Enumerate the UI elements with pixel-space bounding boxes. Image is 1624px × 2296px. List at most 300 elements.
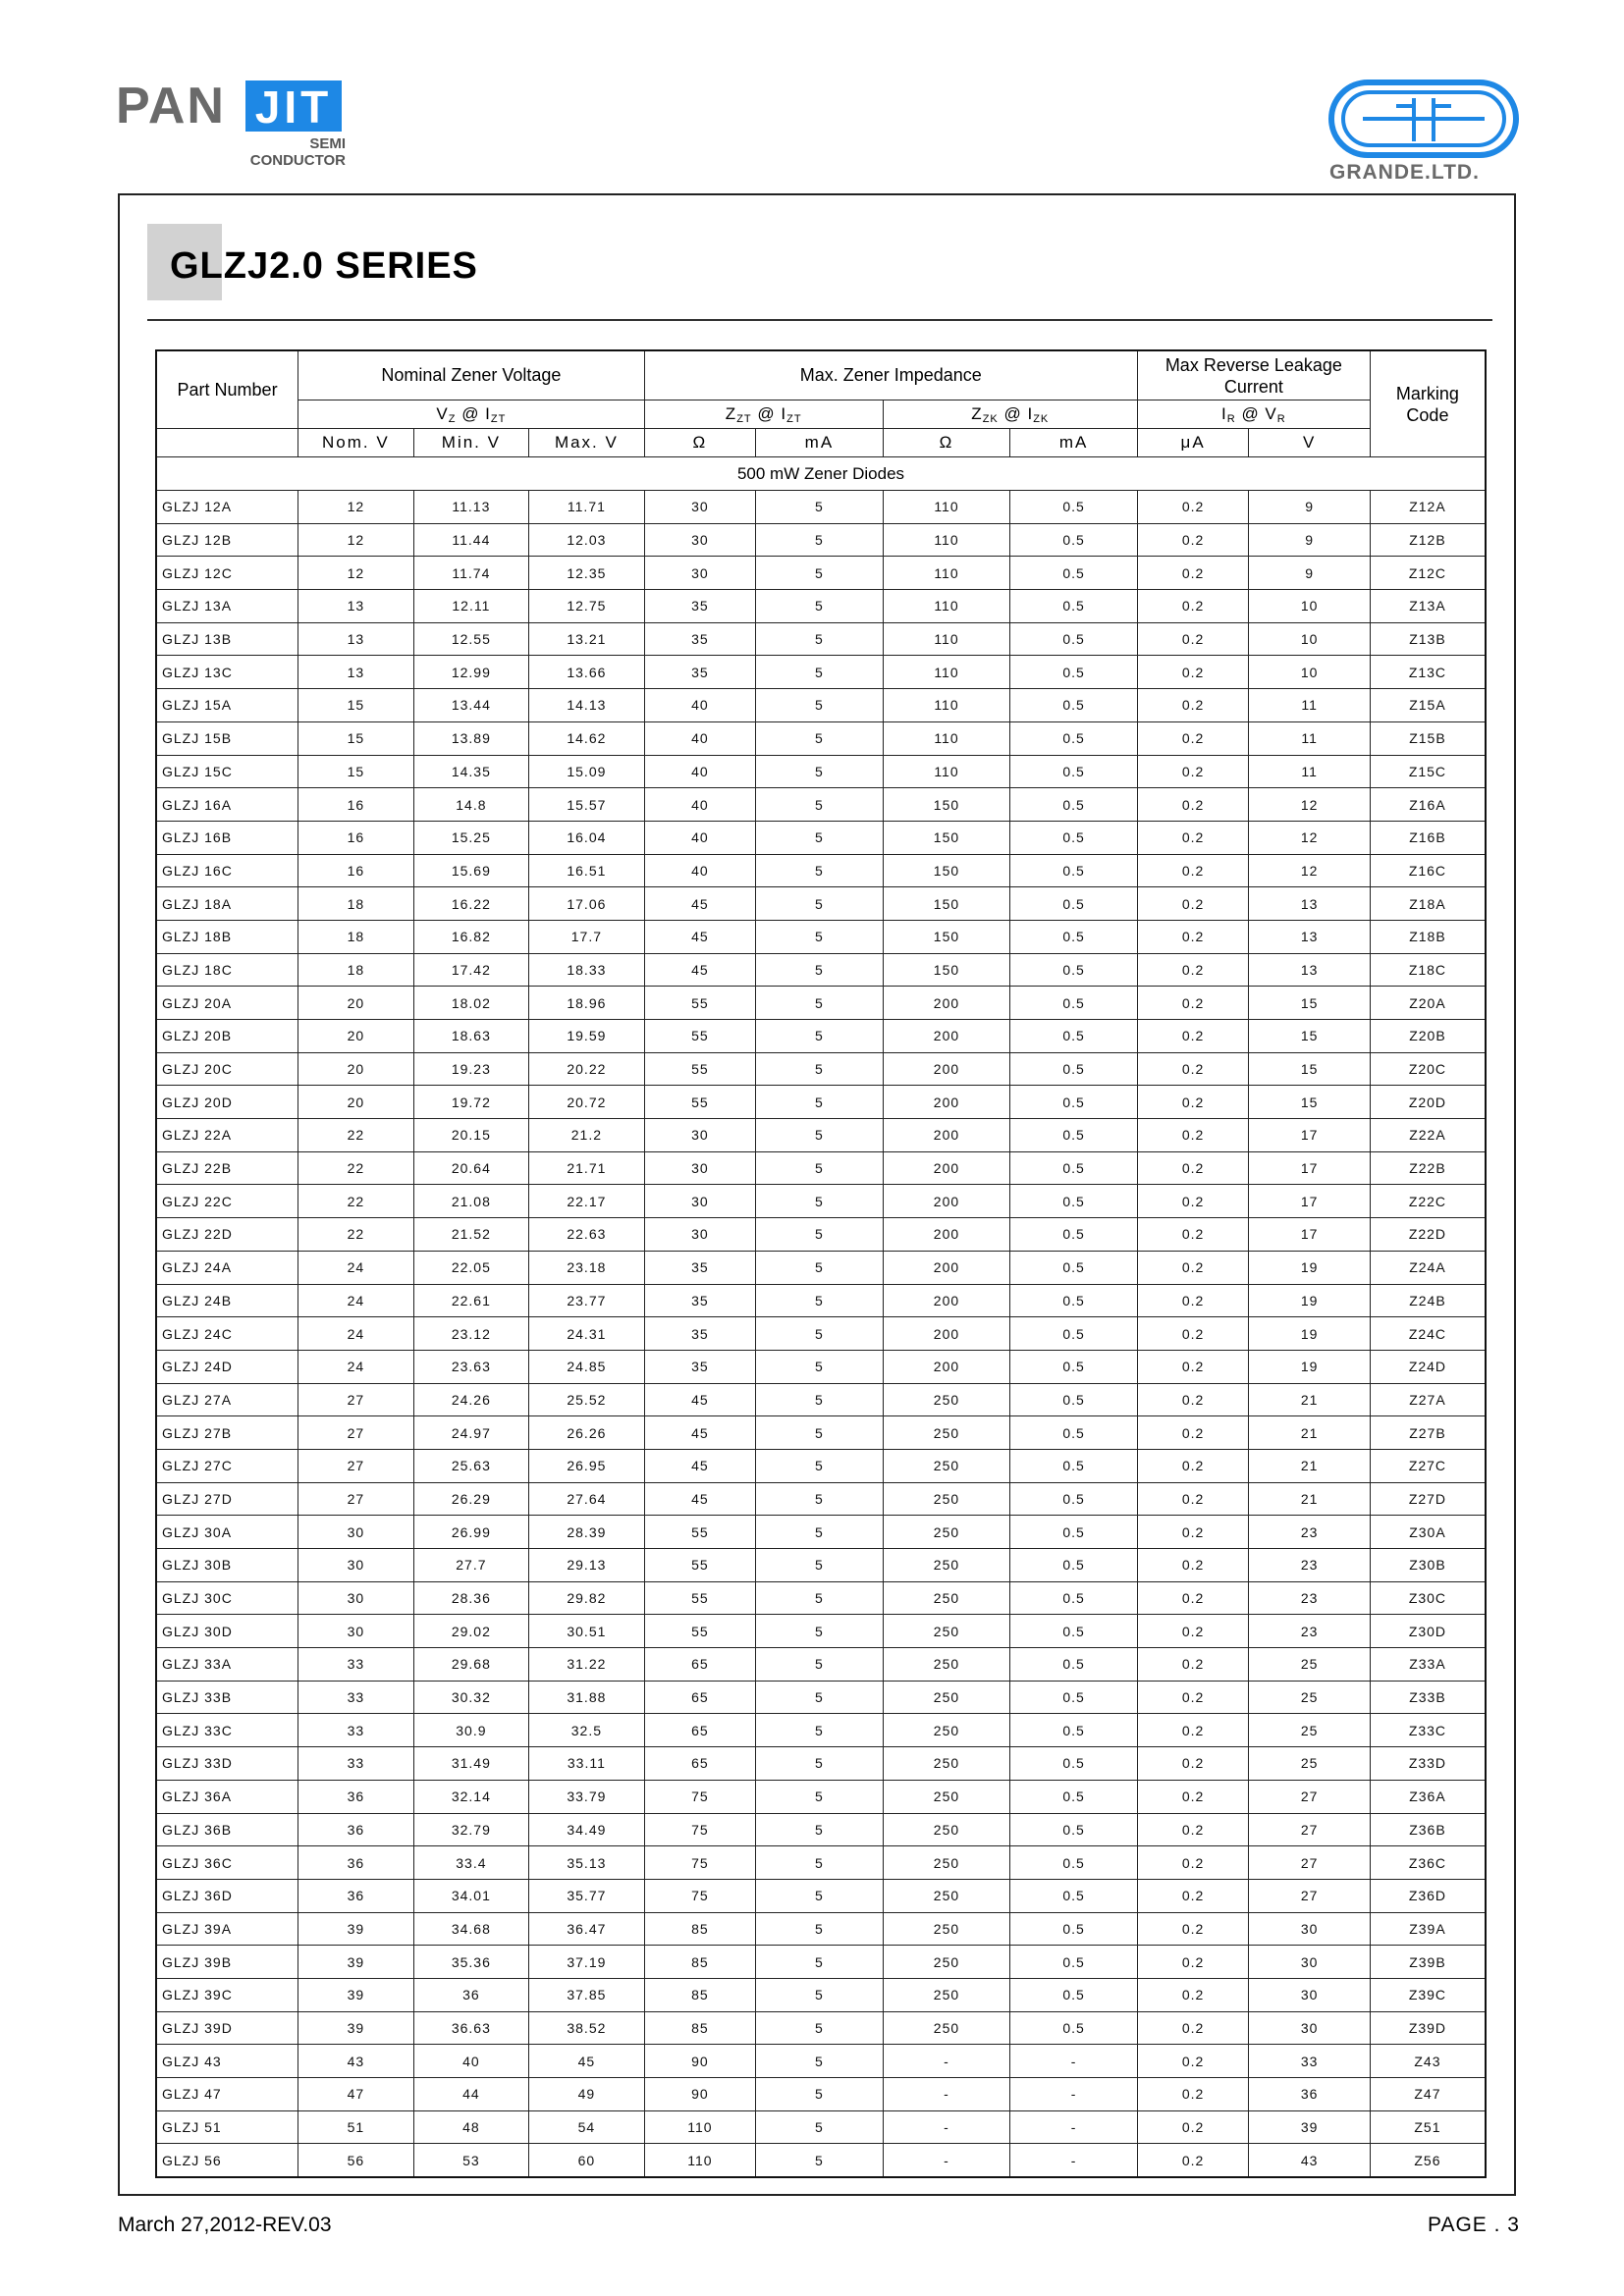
table-cell: 0.2 — [1137, 953, 1248, 987]
table-cell: 5 — [756, 1317, 884, 1351]
table-cell: 15 — [298, 755, 414, 788]
footer-date-revision: March 27,2012-REV.03 — [118, 2214, 332, 2236]
table-cell: 200 — [883, 1185, 1010, 1218]
table-cell: 15 — [1249, 1020, 1371, 1053]
table-cell: 22.17 — [529, 1185, 645, 1218]
table-cell: 35 — [644, 1317, 755, 1351]
table-cell: 23.18 — [529, 1251, 645, 1284]
table-cell: 36.63 — [413, 2011, 529, 2045]
table-cell: - — [883, 2144, 1010, 2177]
table-cell: 11 — [1249, 689, 1371, 722]
table-cell: 150 — [883, 821, 1010, 854]
marking-code-cell: Z30A — [1370, 1516, 1486, 1549]
table-row — [156, 1978, 1486, 2011]
table-cell: 27.64 — [529, 1482, 645, 1516]
table-cell: 16 — [298, 821, 414, 854]
table-cell: 23.12 — [413, 1317, 529, 1351]
table-cell: 33 — [298, 1681, 414, 1714]
table-cell: 30.51 — [529, 1615, 645, 1648]
table-cell: 40 — [644, 689, 755, 722]
unit-cell: Ω — [644, 429, 755, 457]
table-cell: 26.99 — [413, 1516, 529, 1549]
table-cell: 44 — [413, 2078, 529, 2111]
table-cell: 0.5 — [1010, 1482, 1138, 1516]
table-cell: 5 — [756, 656, 884, 689]
table-cell: 26.95 — [529, 1449, 645, 1482]
marking-code-cell: Z24C — [1370, 1317, 1486, 1351]
table-cell: 55 — [644, 1615, 755, 1648]
table-cell: 0.2 — [1137, 1218, 1248, 1252]
table-cell: 5 — [756, 590, 884, 623]
table-cell: 14.8 — [413, 788, 529, 822]
table-row — [156, 1516, 1486, 1549]
table-cell: 75 — [644, 1879, 755, 1912]
marking-code-cell: Z22D — [1370, 1218, 1486, 1252]
table-cell: 5 — [756, 1581, 884, 1615]
table-cell: 14.13 — [529, 689, 645, 722]
table-cell: - — [883, 2045, 1010, 2078]
table-cell: 5 — [756, 1284, 884, 1317]
table-cell: 250 — [883, 1978, 1010, 2011]
table-cell: 150 — [883, 920, 1010, 953]
table-cell: 200 — [883, 1284, 1010, 1317]
part-number-cell: GLZJ 24B — [156, 1284, 298, 1317]
table-cell: 45 — [644, 887, 755, 921]
section-label: 500 mW Zener Diodes — [156, 457, 1486, 491]
table-cell: 38.52 — [529, 2011, 645, 2045]
table-row — [156, 491, 1486, 524]
table-cell: - — [883, 2110, 1010, 2144]
table-cell: 200 — [883, 1119, 1010, 1152]
table-cell: 5 — [756, 1185, 884, 1218]
table-cell: 0.5 — [1010, 1648, 1138, 1682]
marking-code-cell: Z36A — [1370, 1780, 1486, 1813]
table-cell: 90 — [644, 2045, 755, 2078]
table-cell: 12.03 — [529, 523, 645, 557]
table-cell: 35.77 — [529, 1879, 645, 1912]
table-cell: 30 — [644, 1119, 755, 1152]
table-cell: 5 — [756, 987, 884, 1020]
marking-code-cell: Z27C — [1370, 1449, 1486, 1482]
table-cell: 37.85 — [529, 1978, 645, 2011]
table-cell: 40 — [644, 821, 755, 854]
table-cell: 60 — [529, 2144, 645, 2177]
marking-code-cell: Z43 — [1370, 2045, 1486, 2078]
table-cell: 110 — [883, 557, 1010, 590]
marking-code-cell: Z15B — [1370, 721, 1486, 755]
table-cell: 55 — [644, 1516, 755, 1549]
table-cell: 5 — [756, 1350, 884, 1383]
table-cell: 13 — [298, 656, 414, 689]
table-cell: 0.5 — [1010, 1020, 1138, 1053]
table-cell: 32.14 — [413, 1780, 529, 1813]
table-cell: 0.2 — [1137, 1946, 1248, 1979]
table-cell: 17 — [1249, 1185, 1371, 1218]
table-cell: 20 — [298, 1086, 414, 1119]
table-cell: 15 — [298, 721, 414, 755]
table-cell: 0.2 — [1137, 788, 1248, 822]
table-cell: 0.5 — [1010, 1747, 1138, 1781]
table-cell: 200 — [883, 1218, 1010, 1252]
part-number-cell: GLZJ 20A — [156, 987, 298, 1020]
table-cell: 24.97 — [413, 1416, 529, 1450]
marking-code-cell: Z24D — [1370, 1350, 1486, 1383]
table-cell: 30 — [1249, 1912, 1371, 1946]
unit-cell: Ω — [883, 429, 1010, 457]
table-row — [156, 1119, 1486, 1152]
table-cell: 250 — [883, 1681, 1010, 1714]
table-row — [156, 1846, 1486, 1880]
header-blank — [156, 429, 298, 457]
table-cell: 200 — [883, 1020, 1010, 1053]
table-cell: 33 — [298, 1747, 414, 1781]
table-cell: 0.5 — [1010, 821, 1138, 854]
header-vz-at-izt — [298, 400, 645, 429]
marking-code-cell: Z39D — [1370, 2011, 1486, 2045]
table-cell: 0.2 — [1137, 1846, 1248, 1880]
table-cell: 11.74 — [413, 557, 529, 590]
table-cell: 13 — [298, 622, 414, 656]
table-cell: 18.02 — [413, 987, 529, 1020]
marking-code-cell: Z33D — [1370, 1747, 1486, 1781]
table-cell: 25 — [1249, 1681, 1371, 1714]
table-cell: 0.2 — [1137, 920, 1248, 953]
table-cell: 0.5 — [1010, 1978, 1138, 2011]
table-row — [156, 1581, 1486, 1615]
table-cell: 0.2 — [1137, 1449, 1248, 1482]
table-cell: 0.2 — [1137, 1284, 1248, 1317]
table-row — [156, 887, 1486, 921]
table-cell: 5 — [756, 953, 884, 987]
table-cell: - — [883, 2078, 1010, 2111]
table-cell: 13 — [298, 590, 414, 623]
marking-code-cell: Z18A — [1370, 887, 1486, 921]
table-cell: 13 — [1249, 887, 1371, 921]
table-cell: 12 — [1249, 788, 1371, 822]
table-cell: 0.2 — [1137, 1416, 1248, 1450]
table-cell: 75 — [644, 1813, 755, 1846]
table-cell: 39 — [298, 1946, 414, 1979]
table-cell: 30 — [644, 1185, 755, 1218]
part-number-cell: GLZJ 27B — [156, 1416, 298, 1450]
table-cell: 22.63 — [529, 1218, 645, 1252]
panjit-logo-left: PAN — [116, 78, 226, 134]
marking-code-cell: Z15A — [1370, 689, 1486, 722]
table-cell: 5 — [756, 1978, 884, 2011]
table-cell: 0.2 — [1137, 1317, 1248, 1351]
table-cell: 250 — [883, 1482, 1010, 1516]
table-cell: 0.5 — [1010, 1946, 1138, 1979]
panjit-conductor: CONDUCTOR — [249, 152, 346, 169]
table-cell: 0.5 — [1010, 557, 1138, 590]
sym-at: @ I — [1003, 404, 1034, 423]
table-cell: 5 — [756, 920, 884, 953]
table-cell: 75 — [644, 1780, 755, 1813]
table-cell: 36 — [298, 1879, 414, 1912]
table-cell: 22 — [298, 1218, 414, 1252]
table-row — [156, 2045, 1486, 2078]
table-cell: 250 — [883, 1449, 1010, 1482]
table-cell: 55 — [644, 1020, 755, 1053]
table-cell: 35 — [644, 656, 755, 689]
table-row — [156, 1912, 1486, 1946]
table-cell: 30 — [298, 1581, 414, 1615]
table-cell: 24.85 — [529, 1350, 645, 1383]
part-number-cell: GLZJ 33C — [156, 1714, 298, 1747]
table-cell: 12.99 — [413, 656, 529, 689]
part-number-cell: GLZJ 30C — [156, 1581, 298, 1615]
table-cell: 0.2 — [1137, 2011, 1248, 2045]
unit-cell: μA — [1137, 429, 1248, 457]
table-cell: 11 — [1249, 721, 1371, 755]
table-cell: 0.2 — [1137, 491, 1248, 524]
table-cell: 34.49 — [529, 1813, 645, 1846]
table-cell: 250 — [883, 1879, 1010, 1912]
table-row — [156, 1218, 1486, 1252]
table-cell: 17 — [1249, 1151, 1371, 1185]
table-cell: 37.19 — [529, 1946, 645, 1979]
table-cell: 24 — [298, 1284, 414, 1317]
table-cell: 0.5 — [1010, 1185, 1138, 1218]
table-cell: 0.5 — [1010, 755, 1138, 788]
table-cell: 250 — [883, 1813, 1010, 1846]
part-number-cell: GLZJ 56 — [156, 2144, 298, 2177]
marking-code-cell: Z13A — [1370, 590, 1486, 623]
table-cell: 25 — [1249, 1714, 1371, 1747]
table-cell: 20.72 — [529, 1086, 645, 1119]
table-row — [156, 987, 1486, 1020]
table-cell: 16 — [298, 854, 414, 887]
table-cell: 30.32 — [413, 1681, 529, 1714]
table-cell: 32.79 — [413, 1813, 529, 1846]
table-cell: 0.2 — [1137, 1581, 1248, 1615]
table-cell: 31.88 — [529, 1681, 645, 1714]
marking-code-cell: Z36C — [1370, 1846, 1486, 1880]
table-cell: 110 — [883, 523, 1010, 557]
table-cell: 85 — [644, 1946, 755, 1979]
table-cell: 0.2 — [1137, 1714, 1248, 1747]
table-cell: 16.51 — [529, 854, 645, 887]
table-cell: 85 — [644, 1978, 755, 2011]
table-cell: 15 — [1249, 1052, 1371, 1086]
marking-code-cell: Z30D — [1370, 1615, 1486, 1648]
sym-at-sub: ZT — [490, 413, 507, 425]
part-number-cell: GLZJ 27C — [156, 1449, 298, 1482]
table-cell: 5 — [756, 2011, 884, 2045]
table-cell: 200 — [883, 1350, 1010, 1383]
table-row — [156, 1879, 1486, 1912]
marking-code-cell: Z24B — [1370, 1284, 1486, 1317]
table-cell: 0.5 — [1010, 1549, 1138, 1582]
table-cell: 19 — [1249, 1284, 1371, 1317]
sym-sub: ZT — [736, 413, 752, 425]
part-number-cell: GLZJ 16C — [156, 854, 298, 887]
part-number-cell: GLZJ 15B — [156, 721, 298, 755]
table-cell: 150 — [883, 887, 1010, 921]
table-cell: 110 — [644, 2110, 755, 2144]
table-cell: 110 — [883, 656, 1010, 689]
table-cell: 250 — [883, 1846, 1010, 1880]
table-cell: 35.36 — [413, 1946, 529, 1979]
marking-code-cell: Z33A — [1370, 1648, 1486, 1682]
table-row — [156, 1482, 1486, 1516]
table-cell: 35 — [644, 590, 755, 623]
table-cell: 49 — [529, 2078, 645, 2111]
panjit-logo-subtitle — [250, 135, 346, 169]
table-cell: 55 — [644, 987, 755, 1020]
table-cell: 31.49 — [413, 1747, 529, 1781]
part-number-cell: GLZJ 39C — [156, 1978, 298, 2011]
table-cell: 5 — [756, 1052, 884, 1086]
table-cell: 110 — [644, 2144, 755, 2177]
table-cell: 18.33 — [529, 953, 645, 987]
table-cell: 30 — [1249, 1946, 1371, 1979]
sym-at-sub: ZT — [786, 413, 802, 425]
table-cell: 39 — [298, 1912, 414, 1946]
part-number-cell: GLZJ 13A — [156, 590, 298, 623]
table-cell: 15.25 — [413, 821, 529, 854]
table-cell: 0.5 — [1010, 987, 1138, 1020]
table-cell: 20 — [298, 987, 414, 1020]
part-number-cell: GLZJ 27A — [156, 1383, 298, 1416]
table-cell: 27 — [298, 1383, 414, 1416]
table-cell: 18.96 — [529, 987, 645, 1020]
table-cell: 21.08 — [413, 1185, 529, 1218]
table-cell: 5 — [756, 1482, 884, 1516]
table-cell: 250 — [883, 1549, 1010, 1582]
part-number-cell: GLZJ 27D — [156, 1482, 298, 1516]
part-number-cell: GLZJ 39A — [156, 1912, 298, 1946]
table-row — [156, 788, 1486, 822]
marking-code-cell: Z12A — [1370, 491, 1486, 524]
table-cell: 12.11 — [413, 590, 529, 623]
table-cell: 0.2 — [1137, 1251, 1248, 1284]
table-cell: 15 — [1249, 987, 1371, 1020]
sym: V — [436, 404, 449, 423]
table-cell: 65 — [644, 1681, 755, 1714]
table-cell: 0.2 — [1137, 1747, 1248, 1781]
table-cell: 0.5 — [1010, 622, 1138, 656]
table-cell: 0.5 — [1010, 1449, 1138, 1482]
marking-code-cell: Z12B — [1370, 523, 1486, 557]
table-row — [156, 1020, 1486, 1053]
table-cell: 17 — [1249, 1218, 1371, 1252]
table-cell: 35.13 — [529, 1846, 645, 1880]
table-cell: 5 — [756, 1846, 884, 1880]
table-cell: 55 — [644, 1581, 755, 1615]
table-cell: 26.26 — [529, 1416, 645, 1450]
table-cell: 0.2 — [1137, 1879, 1248, 1912]
part-number-cell: GLZJ 12C — [156, 557, 298, 590]
title-divider — [147, 319, 1492, 321]
table-row — [156, 1052, 1486, 1086]
table-cell: 19.72 — [413, 1086, 529, 1119]
marking-code-cell: Z36B — [1370, 1813, 1486, 1846]
table-cell: 20 — [298, 1020, 414, 1053]
table-cell: 0.2 — [1137, 1681, 1248, 1714]
unit-cell: mA — [1010, 429, 1138, 457]
table-cell: 9 — [1249, 523, 1371, 557]
marking-code-cell: Z27A — [1370, 1383, 1486, 1416]
table-cell: 40 — [644, 755, 755, 788]
table-cell: 14.35 — [413, 755, 529, 788]
part-number-cell: GLZJ 39D — [156, 2011, 298, 2045]
sym-at: @ V — [1241, 404, 1277, 423]
table-cell: 11.13 — [413, 491, 529, 524]
part-number-cell: GLZJ 16A — [156, 788, 298, 822]
table-cell: 0.5 — [1010, 1780, 1138, 1813]
table-cell: 39 — [1249, 2110, 1371, 2144]
table-cell: 30.9 — [413, 1714, 529, 1747]
table-cell: 16 — [298, 788, 414, 822]
part-number-cell: GLZJ 18A — [156, 887, 298, 921]
table-cell: 5 — [756, 1714, 884, 1747]
table-cell: 0.5 — [1010, 854, 1138, 887]
table-cell: 5 — [756, 2045, 884, 2078]
table-cell: 22 — [298, 1119, 414, 1152]
part-number-cell: GLZJ 51 — [156, 2110, 298, 2144]
table-cell: 10 — [1249, 656, 1371, 689]
part-number-cell: GLZJ 30D — [156, 1615, 298, 1648]
table-cell: 5 — [756, 2110, 884, 2144]
table-cell: 45 — [644, 1383, 755, 1416]
table-row — [156, 1714, 1486, 1747]
table-cell: 0.5 — [1010, 920, 1138, 953]
unit-cell: mA — [756, 429, 884, 457]
marking-code-cell: Z15C — [1370, 755, 1486, 788]
table-row — [156, 755, 1486, 788]
header-max-reverse-leakage: Max Reverse Leakage Current — [1137, 350, 1370, 400]
table-cell: 250 — [883, 1516, 1010, 1549]
table-row — [156, 1350, 1486, 1383]
table-cell: 13 — [1249, 953, 1371, 987]
table-cell: 27.7 — [413, 1549, 529, 1582]
table-row — [156, 523, 1486, 557]
table-cell: 5 — [756, 1251, 884, 1284]
table-cell: 5 — [756, 689, 884, 722]
table-cell: 12 — [1249, 821, 1371, 854]
part-number-cell: GLZJ 39B — [156, 1946, 298, 1979]
marking-code-cell: Z39B — [1370, 1946, 1486, 1979]
marking-code-cell: Z16A — [1370, 788, 1486, 822]
table-cell: 5 — [756, 491, 884, 524]
table-cell: 27 — [1249, 1813, 1371, 1846]
table-cell: 27 — [298, 1482, 414, 1516]
table-cell: 250 — [883, 1747, 1010, 1781]
table-cell: 21.52 — [413, 1218, 529, 1252]
table-cell: 5 — [756, 1615, 884, 1648]
marking-code-cell: Z24A — [1370, 1251, 1486, 1284]
table-cell: 18 — [298, 887, 414, 921]
table-cell: 32.5 — [529, 1714, 645, 1747]
table-cell: 30 — [298, 1516, 414, 1549]
page-title: GLZJ2.0 SERIES — [170, 245, 478, 287]
table-cell: 0.2 — [1137, 590, 1248, 623]
table-cell: 30 — [644, 1218, 755, 1252]
header-part-number: Part Number — [156, 350, 298, 429]
table-cell: 0.5 — [1010, 1912, 1138, 1946]
table-cell: 65 — [644, 1714, 755, 1747]
table-cell: 0.2 — [1137, 1615, 1248, 1648]
table-cell: 14.62 — [529, 721, 645, 755]
table-cell: 22 — [298, 1185, 414, 1218]
part-number-cell: GLZJ 12A — [156, 491, 298, 524]
table-row — [156, 953, 1486, 987]
spec-table — [155, 349, 1487, 2178]
table-cell: 250 — [883, 1648, 1010, 1682]
table-cell: 0.2 — [1137, 1549, 1248, 1582]
table-cell: 40 — [644, 721, 755, 755]
